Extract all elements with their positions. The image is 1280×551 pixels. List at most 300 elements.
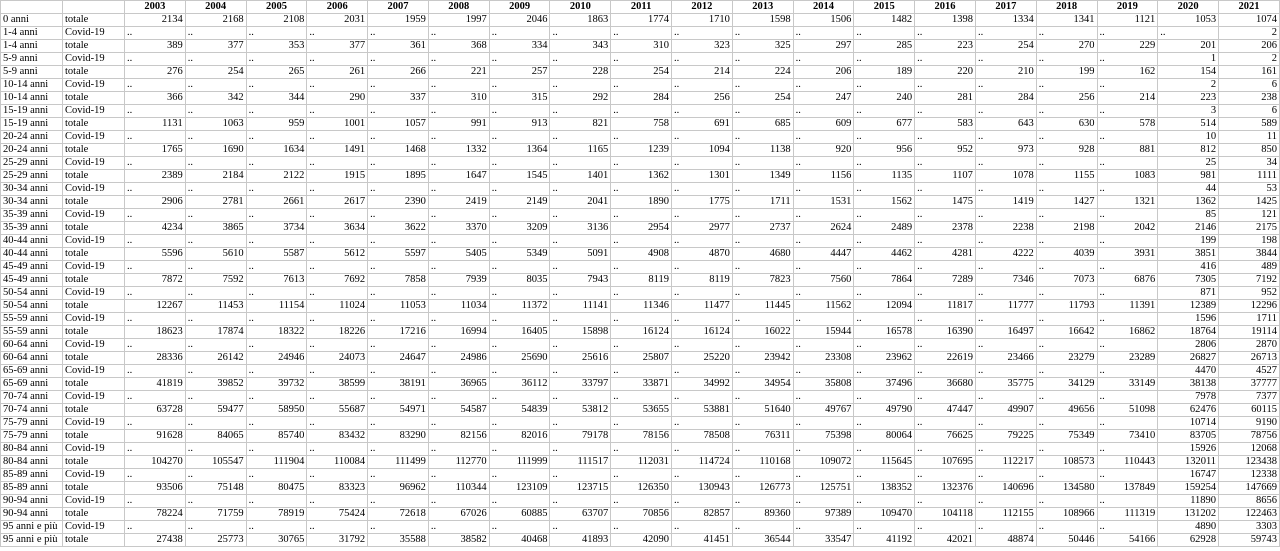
value-cell[interactable]: 23308 bbox=[793, 352, 854, 365]
value-cell[interactable]: 138352 bbox=[854, 482, 915, 495]
value-cell[interactable]: .. bbox=[1036, 469, 1097, 482]
value-cell[interactable]: 24647 bbox=[368, 352, 429, 365]
value-cell[interactable]: .. bbox=[246, 339, 307, 352]
value-cell[interactable]: 104270 bbox=[125, 456, 186, 469]
value-cell[interactable]: .. bbox=[732, 443, 793, 456]
value-cell[interactable]: .. bbox=[185, 469, 246, 482]
value-cell[interactable]: 54587 bbox=[428, 404, 489, 417]
value-cell[interactable]: .. bbox=[489, 235, 550, 248]
value-cell[interactable]: 1239 bbox=[611, 144, 672, 157]
value-cell[interactable]: 10 bbox=[1158, 131, 1219, 144]
year-header-cell[interactable]: 2008 bbox=[428, 1, 489, 14]
value-cell[interactable]: 25807 bbox=[611, 352, 672, 365]
value-cell[interactable]: 16124 bbox=[672, 326, 733, 339]
value-cell[interactable]: .. bbox=[793, 157, 854, 170]
age-class-cell[interactable]: 30-34 anni bbox=[1, 196, 63, 209]
value-cell[interactable]: .. bbox=[550, 105, 611, 118]
value-cell[interactable]: 41819 bbox=[125, 378, 186, 391]
value-cell[interactable]: 22619 bbox=[915, 352, 976, 365]
cause-type-cell[interactable]: totale bbox=[63, 482, 125, 495]
value-cell[interactable]: 112155 bbox=[975, 508, 1036, 521]
value-cell[interactable]: 41192 bbox=[854, 534, 915, 547]
value-cell[interactable]: .. bbox=[793, 261, 854, 274]
value-cell[interactable]: .. bbox=[915, 417, 976, 430]
value-cell[interactable]: .. bbox=[307, 53, 368, 66]
value-cell[interactable]: 4234 bbox=[125, 222, 186, 235]
value-cell[interactable]: 353 bbox=[246, 40, 307, 53]
value-cell[interactable]: 23279 bbox=[1036, 352, 1097, 365]
value-cell[interactable]: 389 bbox=[125, 40, 186, 53]
value-cell[interactable]: 7978 bbox=[1158, 391, 1219, 404]
value-cell[interactable]: .. bbox=[246, 313, 307, 326]
value-cell[interactable]: 7858 bbox=[368, 274, 429, 287]
value-cell[interactable]: .. bbox=[307, 417, 368, 430]
value-cell[interactable]: 2146 bbox=[1158, 222, 1219, 235]
value-cell[interactable]: 53812 bbox=[550, 404, 611, 417]
value-cell[interactable]: .. bbox=[732, 313, 793, 326]
age-class-cell[interactable]: 50-54 anni bbox=[1, 300, 63, 313]
value-cell[interactable]: .. bbox=[1097, 27, 1158, 40]
value-cell[interactable]: 123109 bbox=[489, 482, 550, 495]
value-cell[interactable]: 3209 bbox=[489, 222, 550, 235]
value-cell[interactable]: .. bbox=[368, 521, 429, 534]
year-header-cell[interactable]: 2016 bbox=[915, 1, 976, 14]
value-cell[interactable]: .. bbox=[489, 339, 550, 352]
value-cell[interactable]: 18322 bbox=[246, 326, 307, 339]
value-cell[interactable]: .. bbox=[428, 261, 489, 274]
value-cell[interactable]: .. bbox=[489, 157, 550, 170]
value-cell[interactable]: 112031 bbox=[611, 456, 672, 469]
value-cell[interactable]: 1131 bbox=[125, 118, 186, 131]
value-cell[interactable]: 18764 bbox=[1158, 326, 1219, 339]
value-cell[interactable]: .. bbox=[854, 287, 915, 300]
value-cell[interactable]: .. bbox=[368, 365, 429, 378]
value-cell[interactable]: .. bbox=[185, 313, 246, 326]
value-cell[interactable]: 1001 bbox=[307, 118, 368, 131]
value-cell[interactable]: 5405 bbox=[428, 248, 489, 261]
value-cell[interactable]: 1057 bbox=[368, 118, 429, 131]
value-cell[interactable]: 4527 bbox=[1219, 365, 1280, 378]
value-cell[interactable]: 578 bbox=[1097, 118, 1158, 131]
value-cell[interactable]: 80064 bbox=[854, 430, 915, 443]
value-cell[interactable]: 126773 bbox=[732, 482, 793, 495]
value-cell[interactable]: 34 bbox=[1219, 157, 1280, 170]
value-cell[interactable]: 2378 bbox=[915, 222, 976, 235]
value-cell[interactable]: .. bbox=[975, 521, 1036, 534]
value-cell[interactable]: 254 bbox=[975, 40, 1036, 53]
value-cell[interactable]: 377 bbox=[185, 40, 246, 53]
value-cell[interactable]: .. bbox=[185, 495, 246, 508]
value-cell[interactable]: 25690 bbox=[489, 352, 550, 365]
value-cell[interactable]: 2977 bbox=[672, 222, 733, 235]
age-class-cell[interactable]: 95 anni e più bbox=[1, 534, 63, 547]
value-cell[interactable]: 26827 bbox=[1158, 352, 1219, 365]
value-cell[interactable]: .. bbox=[550, 235, 611, 248]
year-header-cell[interactable]: 2019 bbox=[1097, 1, 1158, 14]
value-cell[interactable]: .. bbox=[428, 53, 489, 66]
value-cell[interactable]: 1401 bbox=[550, 170, 611, 183]
value-cell[interactable]: .. bbox=[125, 365, 186, 378]
year-header-cell[interactable]: 2004 bbox=[185, 1, 246, 14]
value-cell[interactable]: .. bbox=[550, 495, 611, 508]
value-cell[interactable]: 5091 bbox=[550, 248, 611, 261]
value-cell[interactable]: 1427 bbox=[1036, 196, 1097, 209]
value-cell[interactable]: 7613 bbox=[246, 274, 307, 287]
value-cell[interactable]: .. bbox=[185, 27, 246, 40]
value-cell[interactable]: .. bbox=[611, 183, 672, 196]
value-cell[interactable]: .. bbox=[185, 157, 246, 170]
value-cell[interactable]: 1890 bbox=[611, 196, 672, 209]
value-cell[interactable]: .. bbox=[185, 339, 246, 352]
cause-type-cell[interactable]: Covid-19 bbox=[63, 417, 125, 430]
value-cell[interactable]: 2737 bbox=[732, 222, 793, 235]
age-class-cell[interactable]: 20-24 anni bbox=[1, 144, 63, 157]
value-cell[interactable]: 78156 bbox=[611, 430, 672, 443]
value-cell[interactable]: 140696 bbox=[975, 482, 1036, 495]
year-header-cell[interactable]: 2018 bbox=[1036, 1, 1097, 14]
value-cell[interactable]: .. bbox=[1097, 391, 1158, 404]
value-cell[interactable]: 223 bbox=[915, 40, 976, 53]
value-cell[interactable]: .. bbox=[125, 313, 186, 326]
value-cell[interactable]: .. bbox=[611, 495, 672, 508]
value-cell[interactable]: 60885 bbox=[489, 508, 550, 521]
value-cell[interactable]: 4281 bbox=[915, 248, 976, 261]
value-cell[interactable]: .. bbox=[672, 495, 733, 508]
value-cell[interactable]: .. bbox=[1036, 495, 1097, 508]
value-cell[interactable]: .. bbox=[793, 313, 854, 326]
value-cell[interactable]: .. bbox=[672, 235, 733, 248]
value-cell[interactable]: .. bbox=[672, 365, 733, 378]
value-cell[interactable]: 18226 bbox=[307, 326, 368, 339]
value-cell[interactable]: 1362 bbox=[611, 170, 672, 183]
age-class-cell[interactable]: 10-14 anni bbox=[1, 92, 63, 105]
age-class-cell[interactable]: 85-89 anni bbox=[1, 482, 63, 495]
value-cell[interactable]: 15944 bbox=[793, 326, 854, 339]
value-cell[interactable]: 609 bbox=[793, 118, 854, 131]
value-cell[interactable]: .. bbox=[125, 235, 186, 248]
value-cell[interactable]: 2870 bbox=[1219, 339, 1280, 352]
age-class-cell[interactable]: 80-84 anni bbox=[1, 456, 63, 469]
cause-type-cell[interactable]: totale bbox=[63, 66, 125, 79]
value-cell[interactable]: .. bbox=[368, 53, 429, 66]
value-cell[interactable]: .. bbox=[1036, 105, 1097, 118]
value-cell[interactable]: 59477 bbox=[185, 404, 246, 417]
cause-type-cell[interactable]: Covid-19 bbox=[63, 53, 125, 66]
value-cell[interactable]: 2198 bbox=[1036, 222, 1097, 235]
age-class-cell[interactable]: 40-44 anni bbox=[1, 248, 63, 261]
value-cell[interactable]: 11372 bbox=[489, 300, 550, 313]
value-cell[interactable]: 920 bbox=[793, 144, 854, 157]
value-cell[interactable]: 254 bbox=[185, 66, 246, 79]
value-cell[interactable]: 78919 bbox=[246, 508, 307, 521]
value-cell[interactable]: .. bbox=[975, 313, 1036, 326]
value-cell[interactable]: 159254 bbox=[1158, 482, 1219, 495]
cause-type-cell[interactable]: Covid-19 bbox=[63, 339, 125, 352]
value-cell[interactable]: .. bbox=[732, 521, 793, 534]
value-cell[interactable]: 1155 bbox=[1036, 170, 1097, 183]
value-cell[interactable]: .. bbox=[185, 131, 246, 144]
value-cell[interactable]: 36680 bbox=[915, 378, 976, 391]
value-cell[interactable]: 310 bbox=[428, 92, 489, 105]
value-cell[interactable]: 16642 bbox=[1036, 326, 1097, 339]
value-cell[interactable]: 85 bbox=[1158, 209, 1219, 222]
value-cell[interactable]: 55687 bbox=[307, 404, 368, 417]
value-cell[interactable]: .. bbox=[975, 469, 1036, 482]
value-cell[interactable]: 952 bbox=[1219, 287, 1280, 300]
value-cell[interactable]: 75148 bbox=[185, 482, 246, 495]
value-cell[interactable]: .. bbox=[550, 391, 611, 404]
value-cell[interactable]: 63728 bbox=[125, 404, 186, 417]
value-cell[interactable]: 23942 bbox=[732, 352, 793, 365]
value-cell[interactable]: 871 bbox=[1158, 287, 1219, 300]
value-cell[interactable]: 2041 bbox=[550, 196, 611, 209]
value-cell[interactable]: .. bbox=[915, 365, 976, 378]
value-cell[interactable]: 16994 bbox=[428, 326, 489, 339]
value-cell[interactable]: .. bbox=[246, 417, 307, 430]
value-cell[interactable]: 210 bbox=[975, 66, 1036, 79]
value-cell[interactable]: .. bbox=[915, 313, 976, 326]
value-cell[interactable]: .. bbox=[428, 235, 489, 248]
value-cell[interactable]: .. bbox=[307, 27, 368, 40]
value-cell[interactable]: .. bbox=[246, 261, 307, 274]
value-cell[interactable]: 24073 bbox=[307, 352, 368, 365]
value-cell[interactable]: .. bbox=[672, 339, 733, 352]
value-cell[interactable]: 11777 bbox=[975, 300, 1036, 313]
value-cell[interactable]: 34129 bbox=[1036, 378, 1097, 391]
value-cell[interactable]: 11562 bbox=[793, 300, 854, 313]
value-cell[interactable]: 4462 bbox=[854, 248, 915, 261]
value-cell[interactable]: 228 bbox=[550, 66, 611, 79]
value-cell[interactable]: 1598 bbox=[732, 14, 793, 27]
value-cell[interactable]: 201 bbox=[1158, 40, 1219, 53]
value-cell[interactable]: 1121 bbox=[1097, 14, 1158, 27]
value-cell[interactable]: .. bbox=[1097, 209, 1158, 222]
value-cell[interactable]: 38599 bbox=[307, 378, 368, 391]
value-cell[interactable]: .. bbox=[1036, 209, 1097, 222]
value-cell[interactable]: .. bbox=[428, 79, 489, 92]
value-cell[interactable]: .. bbox=[125, 209, 186, 222]
value-cell[interactable]: 110443 bbox=[1097, 456, 1158, 469]
value-cell[interactable]: 83705 bbox=[1158, 430, 1219, 443]
value-cell[interactable]: 53 bbox=[1219, 183, 1280, 196]
age-class-cell[interactable]: 75-79 anni bbox=[1, 430, 63, 443]
value-cell[interactable]: .. bbox=[428, 27, 489, 40]
value-cell[interactable]: .. bbox=[975, 443, 1036, 456]
value-cell[interactable]: 2390 bbox=[368, 196, 429, 209]
value-cell[interactable]: .. bbox=[915, 183, 976, 196]
value-cell[interactable]: .. bbox=[246, 365, 307, 378]
value-cell[interactable]: 83323 bbox=[307, 482, 368, 495]
value-cell[interactable]: 284 bbox=[975, 92, 1036, 105]
value-cell[interactable]: 97389 bbox=[793, 508, 854, 521]
value-cell[interactable]: 1506 bbox=[793, 14, 854, 27]
value-cell[interactable]: 12094 bbox=[854, 300, 915, 313]
value-cell[interactable]: .. bbox=[246, 521, 307, 534]
value-cell[interactable]: 126350 bbox=[611, 482, 672, 495]
year-header-cell[interactable]: 2021 bbox=[1219, 1, 1280, 14]
value-cell[interactable]: 583 bbox=[915, 118, 976, 131]
value-cell[interactable]: 1765 bbox=[125, 144, 186, 157]
value-cell[interactable]: 2108 bbox=[246, 14, 307, 27]
value-cell[interactable]: 2419 bbox=[428, 196, 489, 209]
value-cell[interactable]: 3844 bbox=[1219, 248, 1280, 261]
cause-type-cell[interactable]: totale bbox=[63, 222, 125, 235]
value-cell[interactable]: 59743 bbox=[1219, 534, 1280, 547]
value-cell[interactable]: .. bbox=[125, 27, 186, 40]
age-class-cell[interactable]: 45-49 anni bbox=[1, 274, 63, 287]
value-cell[interactable]: .. bbox=[732, 391, 793, 404]
value-cell[interactable]: .. bbox=[428, 443, 489, 456]
age-class-cell[interactable]: 45-49 anni bbox=[1, 261, 63, 274]
value-cell[interactable]: 79225 bbox=[975, 430, 1036, 443]
value-cell[interactable]: 23466 bbox=[975, 352, 1036, 365]
value-cell[interactable]: 132011 bbox=[1158, 456, 1219, 469]
cause-type-cell[interactable]: totale bbox=[63, 430, 125, 443]
value-cell[interactable]: 1647 bbox=[428, 170, 489, 183]
value-cell[interactable]: 1468 bbox=[368, 144, 429, 157]
value-cell[interactable]: .. bbox=[550, 209, 611, 222]
value-cell[interactable]: .. bbox=[246, 443, 307, 456]
value-cell[interactable]: 111999 bbox=[489, 456, 550, 469]
age-class-cell[interactable]: 90-94 anni bbox=[1, 495, 63, 508]
value-cell[interactable]: 1997 bbox=[428, 14, 489, 27]
value-cell[interactable]: .. bbox=[1036, 443, 1097, 456]
value-cell[interactable]: .. bbox=[611, 365, 672, 378]
value-cell[interactable]: 2046 bbox=[489, 14, 550, 27]
value-cell[interactable]: .. bbox=[854, 79, 915, 92]
value-cell[interactable]: .. bbox=[732, 417, 793, 430]
value-cell[interactable]: 83432 bbox=[307, 430, 368, 443]
age-class-cell[interactable]: 25-29 anni bbox=[1, 157, 63, 170]
value-cell[interactable]: 1138 bbox=[732, 144, 793, 157]
value-cell[interactable]: .. bbox=[854, 53, 915, 66]
cause-type-cell[interactable]: totale bbox=[63, 508, 125, 521]
value-cell[interactable]: .. bbox=[975, 157, 1036, 170]
value-cell[interactable]: 34954 bbox=[732, 378, 793, 391]
age-class-cell[interactable]: 15-19 anni bbox=[1, 105, 63, 118]
value-cell[interactable]: .. bbox=[307, 313, 368, 326]
value-cell[interactable]: 2 bbox=[1219, 53, 1280, 66]
value-cell[interactable]: 1895 bbox=[368, 170, 429, 183]
year-header-cell[interactable]: 2005 bbox=[246, 1, 307, 14]
value-cell[interactable]: 26713 bbox=[1219, 352, 1280, 365]
value-cell[interactable]: 4908 bbox=[611, 248, 672, 261]
value-cell[interactable]: .. bbox=[793, 287, 854, 300]
value-cell[interactable]: 1863 bbox=[550, 14, 611, 27]
value-cell[interactable]: .. bbox=[793, 417, 854, 430]
value-cell[interactable]: .. bbox=[611, 235, 672, 248]
value-cell[interactable]: .. bbox=[185, 365, 246, 378]
value-cell[interactable]: 6 bbox=[1219, 105, 1280, 118]
value-cell[interactable]: 112770 bbox=[428, 456, 489, 469]
value-cell[interactable]: .. bbox=[489, 53, 550, 66]
value-cell[interactable]: .. bbox=[368, 183, 429, 196]
value-cell[interactable]: 361 bbox=[368, 40, 429, 53]
value-cell[interactable]: .. bbox=[854, 339, 915, 352]
value-cell[interactable]: .. bbox=[793, 521, 854, 534]
value-cell[interactable]: 1915 bbox=[307, 170, 368, 183]
value-cell[interactable]: 16578 bbox=[854, 326, 915, 339]
value-cell[interactable]: 44 bbox=[1158, 183, 1219, 196]
value-cell[interactable]: 85740 bbox=[246, 430, 307, 443]
value-cell[interactable]: 7305 bbox=[1158, 274, 1219, 287]
value-cell[interactable]: 1419 bbox=[975, 196, 1036, 209]
value-cell[interactable]: 7872 bbox=[125, 274, 186, 287]
value-cell[interactable]: 913 bbox=[489, 118, 550, 131]
value-cell[interactable]: .. bbox=[975, 495, 1036, 508]
value-cell[interactable]: 36544 bbox=[732, 534, 793, 547]
value-cell[interactable]: .. bbox=[246, 209, 307, 222]
age-class-cell[interactable]: 25-29 anni bbox=[1, 170, 63, 183]
value-cell[interactable]: 78756 bbox=[1219, 430, 1280, 443]
value-cell[interactable]: 30765 bbox=[246, 534, 307, 547]
value-cell[interactable]: 104118 bbox=[915, 508, 976, 521]
value-cell[interactable]: 3865 bbox=[185, 222, 246, 235]
value-cell[interactable]: 325 bbox=[732, 40, 793, 53]
value-cell[interactable]: 256 bbox=[1036, 92, 1097, 105]
value-cell[interactable]: 7592 bbox=[185, 274, 246, 287]
value-cell[interactable]: 16124 bbox=[611, 326, 672, 339]
value-cell[interactable]: 25 bbox=[1158, 157, 1219, 170]
value-cell[interactable]: 67026 bbox=[428, 508, 489, 521]
value-cell[interactable]: .. bbox=[428, 521, 489, 534]
value-cell[interactable]: .. bbox=[975, 131, 1036, 144]
value-cell[interactable]: 2781 bbox=[185, 196, 246, 209]
value-cell[interactable]: 78224 bbox=[125, 508, 186, 521]
value-cell[interactable]: 514 bbox=[1158, 118, 1219, 131]
value-cell[interactable]: .. bbox=[428, 495, 489, 508]
value-cell[interactable]: 265 bbox=[246, 66, 307, 79]
value-cell[interactable]: 1074 bbox=[1219, 14, 1280, 27]
value-cell[interactable]: .. bbox=[368, 105, 429, 118]
value-cell[interactable]: 11 bbox=[1219, 131, 1280, 144]
value-cell[interactable]: .. bbox=[732, 105, 793, 118]
value-cell[interactable]: .. bbox=[489, 391, 550, 404]
value-cell[interactable]: 344 bbox=[246, 92, 307, 105]
value-cell[interactable]: .. bbox=[185, 417, 246, 430]
value-cell[interactable]: 38582 bbox=[428, 534, 489, 547]
value-cell[interactable]: 24986 bbox=[428, 352, 489, 365]
value-cell[interactable]: .. bbox=[185, 183, 246, 196]
value-cell[interactable]: 214 bbox=[1097, 92, 1158, 105]
value-cell[interactable]: .. bbox=[732, 79, 793, 92]
value-cell[interactable]: .. bbox=[368, 27, 429, 40]
value-cell[interactable]: 79178 bbox=[550, 430, 611, 443]
value-cell[interactable]: .. bbox=[428, 287, 489, 300]
value-cell[interactable]: .. bbox=[975, 365, 1036, 378]
value-cell[interactable]: .. bbox=[489, 495, 550, 508]
value-cell[interactable]: .. bbox=[307, 287, 368, 300]
value-cell[interactable]: 206 bbox=[1219, 40, 1280, 53]
value-cell[interactable]: 881 bbox=[1097, 144, 1158, 157]
value-cell[interactable]: 4039 bbox=[1036, 248, 1097, 261]
value-cell[interactable]: 62476 bbox=[1158, 404, 1219, 417]
value-cell[interactable]: 48874 bbox=[975, 534, 1036, 547]
value-cell[interactable]: .. bbox=[489, 469, 550, 482]
value-cell[interactable]: .. bbox=[611, 417, 672, 430]
value-cell[interactable]: .. bbox=[854, 157, 915, 170]
cause-type-cell[interactable]: Covid-19 bbox=[63, 235, 125, 248]
value-cell[interactable]: 1531 bbox=[793, 196, 854, 209]
year-header-cell[interactable]: 2011 bbox=[611, 1, 672, 14]
age-class-cell[interactable]: 35-39 anni bbox=[1, 222, 63, 235]
value-cell[interactable]: 2 bbox=[1219, 27, 1280, 40]
value-cell[interactable]: 23289 bbox=[1097, 352, 1158, 365]
value-cell[interactable]: 111499 bbox=[368, 456, 429, 469]
value-cell[interactable]: .. bbox=[672, 53, 733, 66]
value-cell[interactable]: .. bbox=[125, 53, 186, 66]
value-cell[interactable]: .. bbox=[611, 339, 672, 352]
